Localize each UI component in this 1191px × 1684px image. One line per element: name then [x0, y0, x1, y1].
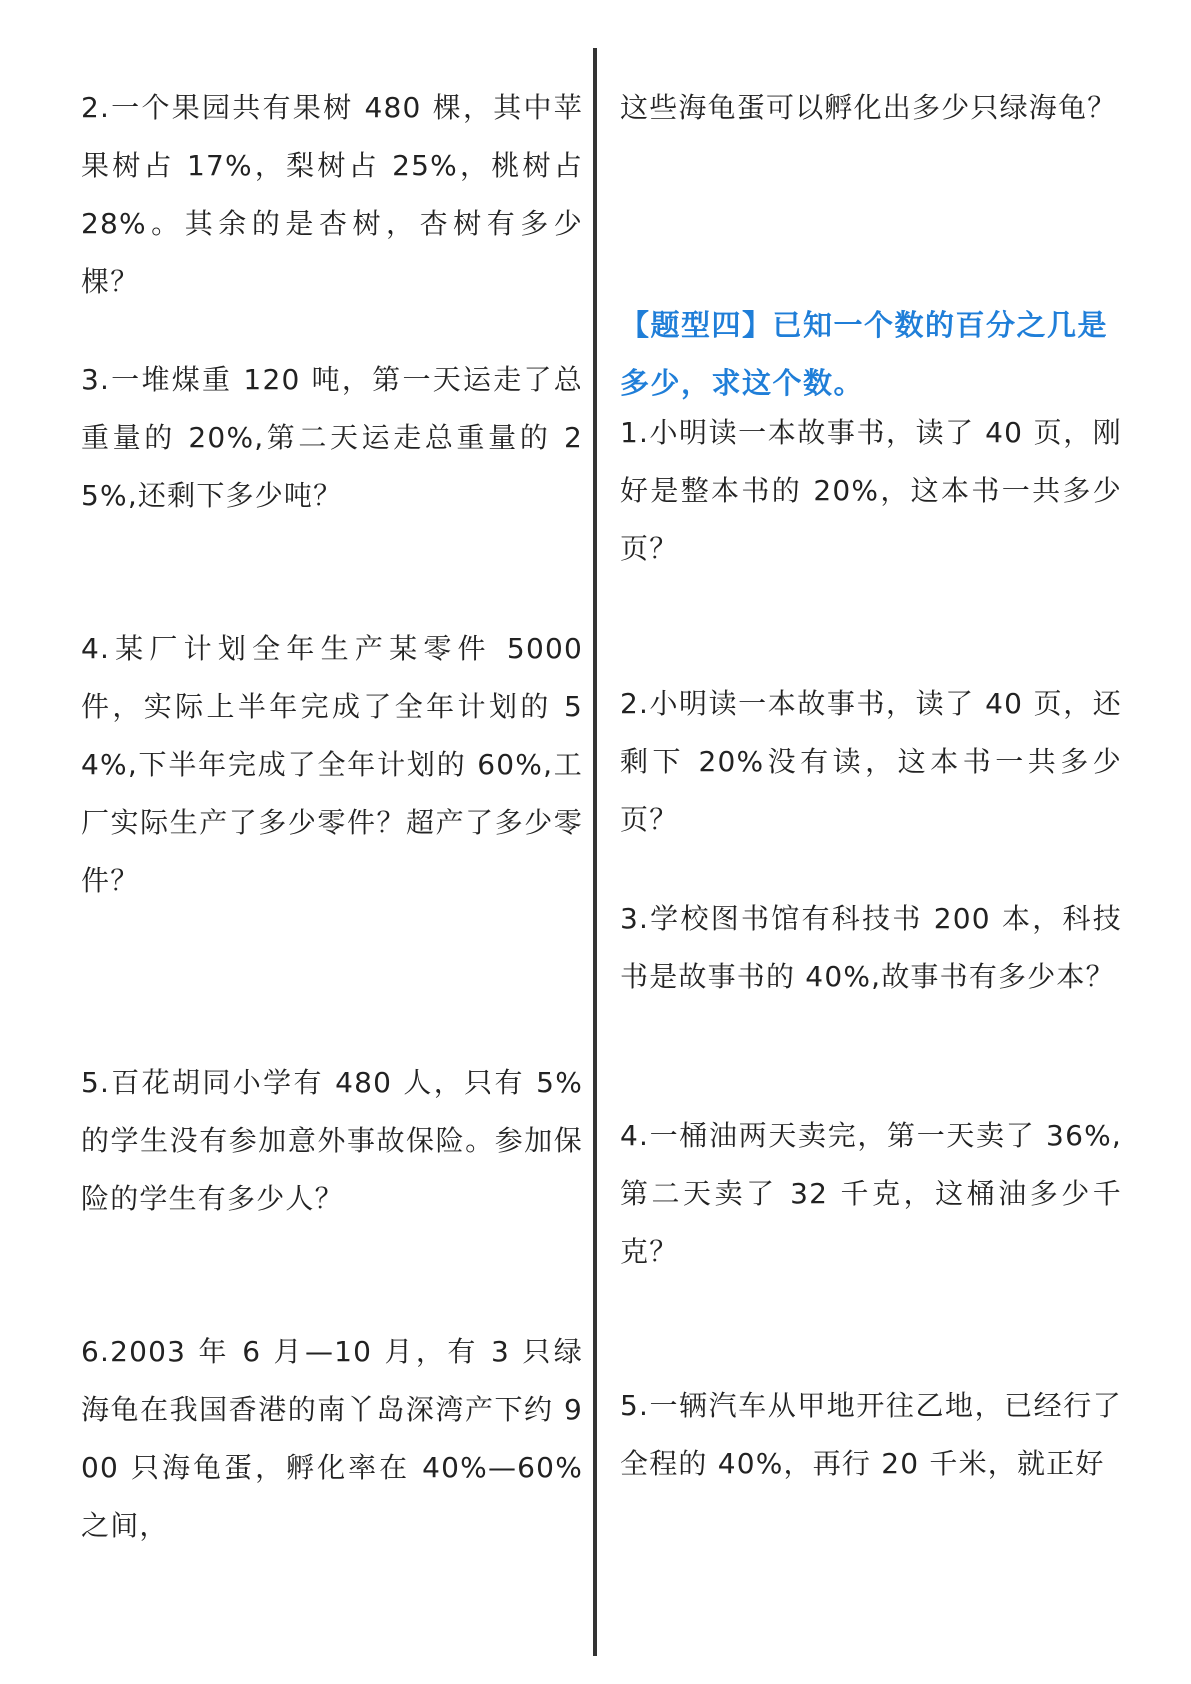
question-4-factory-parts: 4.某厂计划全年生产某零件 5000 件，实际上半年完成了全年计划的 54%,下半年完成了全年计划的 60%,工厂实际生产了多少零件？超产了多少零件？ — [81, 632, 583, 897]
question-4-oil-bucket: 4.一桶油两天卖完，第一天卖了 36%,第二天卖了 32 千克，这桶油多少千克？ — [620, 1119, 1122, 1268]
question-3-coal: 3.一堆煤重 120 吨，第一天运走了总重量的 20%,第二天运走总重量的 25%,还剩下多少吨？ — [81, 363, 583, 512]
question-6-sea-turtles: 6.2003 年 6 月—10 月，有 3 只绿海龟在我国香港的南丫岛深湾产下约 900 只海龟蛋，孵化率在 40%—60%之间， — [81, 1335, 583, 1542]
column-divider — [593, 48, 597, 1656]
right-column — [620, 0, 1122, 1684]
question-2-fruit-trees: 2.一个果园共有果树 480 棵，其中苹果树占 17%，梨树占 25%，桃树占 28%。其余的是杏树，杏树有多少棵？ — [81, 91, 583, 298]
question-3-library-books: 3.学校图书馆有科技书 200 本，科技书是故事书的 40%,故事书有多少本？ — [620, 902, 1122, 993]
left-column — [81, 0, 583, 1684]
question-1-storybook-read: 1.小明读一本故事书，读了 40 页，刚好是整本书的 20%，这本书一共多少页？ — [620, 416, 1122, 565]
question-2-storybook-remaining: 2.小明读一本故事书，读了 40 页，还剩下 20%没有读，这本书一共多少页？ — [620, 687, 1122, 836]
question-6-continuation: 这些海龟蛋可以孵化出多少只绿海龟？ — [620, 91, 1117, 124]
question-5-insurance: 5.百花胡同小学有 480 人，只有 5%的学生没有参加意外事故保险。参加保险的学生有多少人？ — [81, 1066, 583, 1215]
section-heading-type-four: 【题型四】已知一个数的百分之几是多少，求这个数。 — [620, 308, 1109, 400]
question-5-car-journey: 5.一辆汽车从甲地开往乙地，已经行了全程的 40%，再行 20 千米，就正好 — [620, 1389, 1122, 1480]
